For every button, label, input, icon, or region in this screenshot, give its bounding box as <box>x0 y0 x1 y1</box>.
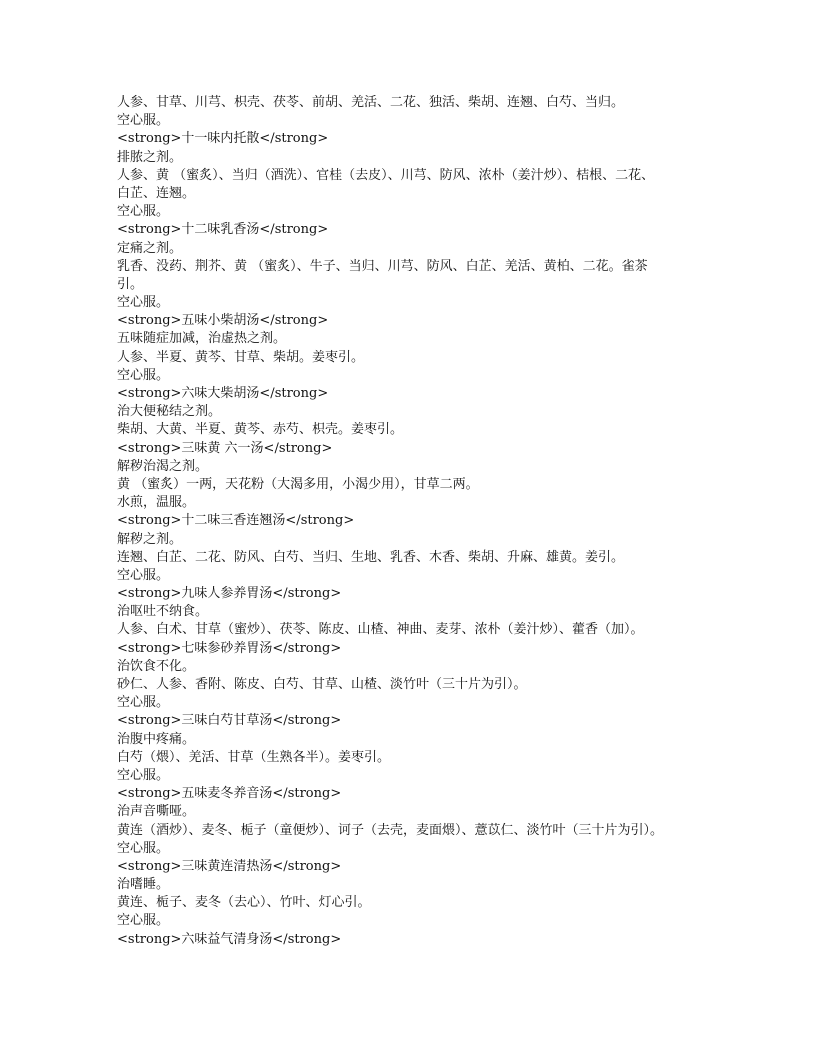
text-line: 空心服。 <box>117 113 170 129</box>
recipe-heading-line: <strong>六味大柴胡汤</strong> <box>117 386 329 401</box>
recipe-heading-line: <strong>三味白芍甘草汤</strong> <box>117 713 342 729</box>
text-line: 解秽之剂。 <box>117 531 183 547</box>
recipe-heading-line: <strong>十二味乳香汤</strong> <box>117 222 329 238</box>
text-line: 白芷、连翘。 <box>117 185 196 201</box>
recipe-heading-line: <strong>三味黄 六一汤</strong> <box>117 440 333 456</box>
text-line: 五味随症加减，治虚热之剂。 <box>117 331 287 347</box>
recipe-heading-line: <strong>九味人参养胃汤</strong> <box>117 586 342 602</box>
recipe-heading-line: <strong>七味参砂养胃汤</strong> <box>117 640 342 656</box>
text-line: 空心服。 <box>117 295 170 311</box>
text-line: 人参、半夏、黄芩、甘草、柴胡。姜枣引。 <box>117 349 365 365</box>
text-line: 治腹中疼痛。 <box>117 731 196 747</box>
text-line: 治声音嘶哑。 <box>117 804 196 820</box>
text-line: 白芍（煨）、羌活、甘草（生熟各半）。姜枣引。 <box>117 749 391 765</box>
text-line: 空心服。 <box>117 840 170 856</box>
recipe-heading-line: <strong>十二味三香连翘汤</strong> <box>117 513 355 529</box>
text-line: 乳香、没药、荆芥、黄 （蜜炙）、牛子、当归、川芎、防风、白芷、羌活、黄柏、二花。雀茶 <box>117 258 648 274</box>
text-line: 水煎，温服。 <box>117 495 196 511</box>
recipe-heading-line: <strong>十一味内托散</strong> <box>117 131 329 147</box>
recipe-heading-line: <strong>五味小柴胡汤</strong> <box>117 313 329 329</box>
text-line: 解秽治渴之剂。 <box>117 458 209 474</box>
text-line: 治呕吐不纳食。 <box>117 604 209 620</box>
text-line: 人参、黄 （蜜炙）、当归（酒洗）、官桂（去皮）、川芎、防风、浓朴（姜汁炒）、桔根、二花、 <box>117 167 655 183</box>
text-line: 人参、甘草、川芎、枳壳、茯苓、前胡、羌活、二花、独活、柴胡、连翘、白芍、当归。 <box>117 95 625 110</box>
text-line: 柴胡、大黄、半夏、黄芩、赤芍、枳壳。姜枣引。 <box>117 422 404 438</box>
text-line: 连翘、白芷、二花、防风、白芍、当归、生地、乳香、木香、柴胡、升麻、雄黄。姜引。 <box>117 549 625 565</box>
text-line: 黄连、栀子、麦冬（去心）、竹叶、灯心引。 <box>117 895 371 911</box>
text-line: 空心服。 <box>117 913 170 929</box>
text-line: 空心服。 <box>117 695 170 711</box>
text-line: 空心服。 <box>117 367 170 383</box>
recipe-heading-line: <strong>三味黄连清热汤</strong> <box>117 858 342 874</box>
recipe-heading-line: <strong>六味益气清身汤</strong> <box>117 931 342 947</box>
document-body <box>117 94 717 949</box>
text-line: 排脓之剂。 <box>117 149 183 165</box>
text-line: 引。 <box>117 276 144 292</box>
text-line: 砂仁、人参、香附、陈皮、白芍、甘草、山楂、淡竹叶（三十片为引）。 <box>117 677 527 692</box>
text-line: 空心服。 <box>117 567 170 583</box>
text-line: 人参、白术、甘草（蜜炒）、茯苓、陈皮、山楂、神曲、麦芽、浓朴（姜汁炒）、藿香（加）。 <box>117 622 644 638</box>
text-line: 空心服。 <box>117 204 170 220</box>
text-line: 黄 （蜜炙）一两，天花粉（大渴多用，小渴少用），甘草二两。 <box>117 476 479 492</box>
text-line: 治饮食不化。 <box>117 658 196 674</box>
text-line: 定痛之剂。 <box>117 240 183 256</box>
text-line: 黄连（酒炒）、麦冬、栀子（童便炒）、诃子（去壳，麦面煨）、薏苡仁、淡竹叶（三十片为引）。 <box>117 822 664 838</box>
text-line: 空心服。 <box>117 767 170 783</box>
text-line: 治大便秘结之剂。 <box>117 404 222 420</box>
recipe-heading-line: <strong>五味麦冬养音汤</strong> <box>117 786 342 802</box>
text-line: 治嗜睡。 <box>117 877 170 893</box>
